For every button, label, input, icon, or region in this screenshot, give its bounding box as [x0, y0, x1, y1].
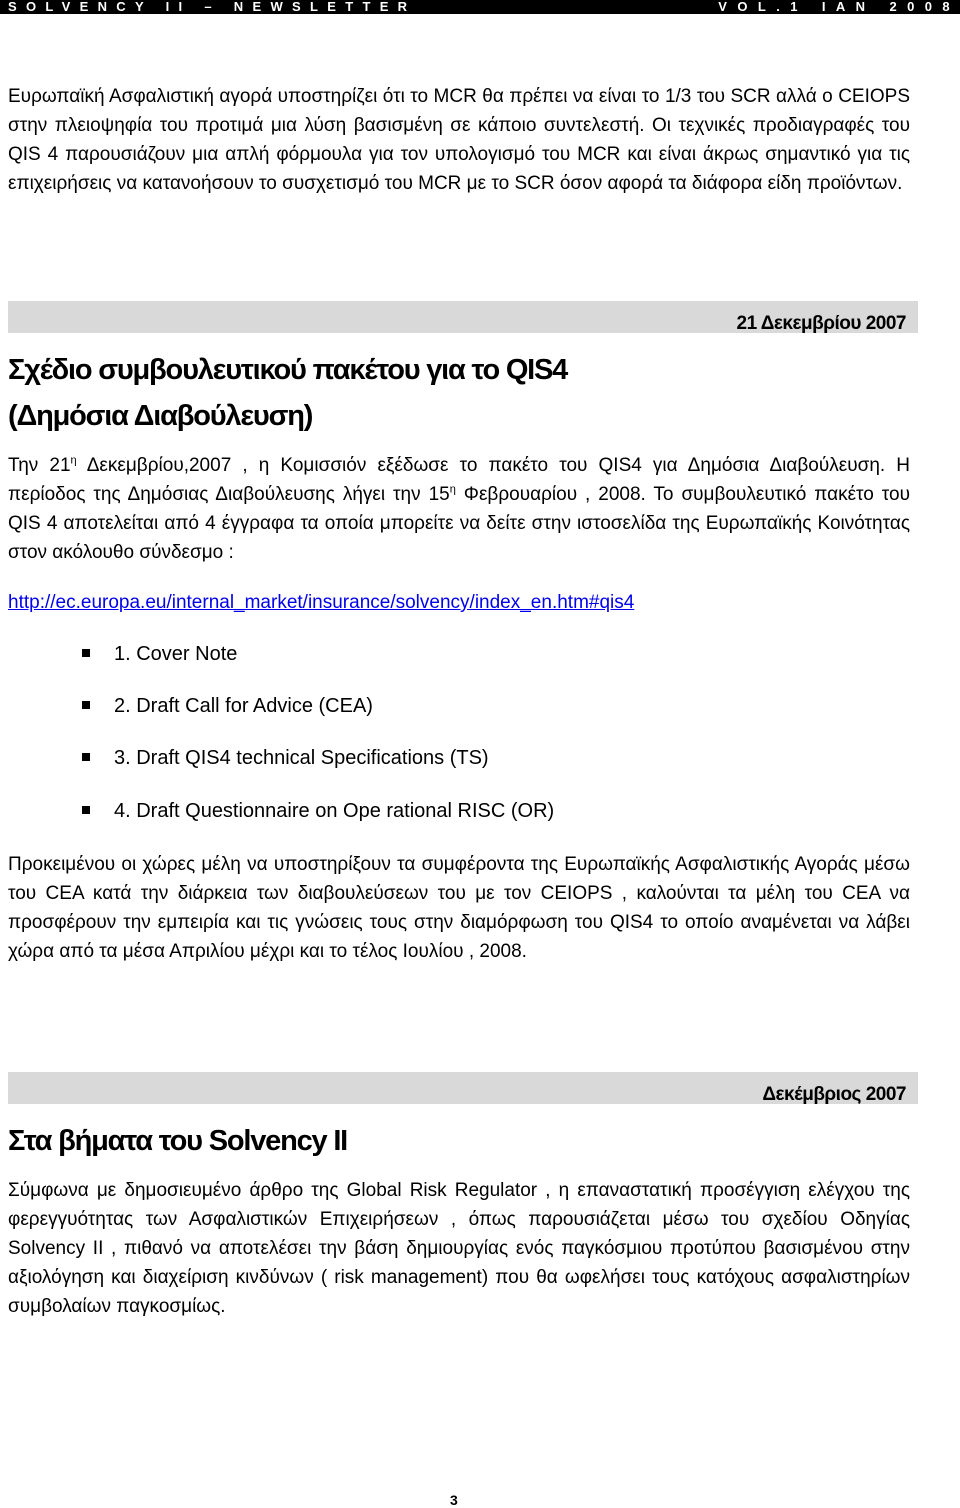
- page-number: 3: [450, 1492, 458, 1508]
- list-item: 4. Draft Questionnaire on Ope rational RISC (OR): [82, 797, 554, 825]
- list-item: 2. Draft Call for Advice (CEA): [82, 692, 373, 720]
- list-item: 1. Cover Note: [82, 640, 237, 668]
- qis4-link[interactable]: http://ec.europa.eu/internal_market/insurance/solvency/index_en.htm#qis4: [8, 592, 635, 613]
- consultation-paragraph: Την $21^\eta$ Δεκεμβρίου,2007 , η Κομισσιόν εξέδωσε το πακέτο του QIS4 για Δημόσια Διαβούλευση. Η περίοδος της Δημόσιας Διαβούλευσης λήγει την $15^\eta$ Φεβρουαρίου , 2008. Το συμβουλευτικό πακέτο του QIS 4 αποτελείται από 4 έγγραφα τα οποία μπορείτε να δείτε στην ιστοσελίδα της Ευρωπαϊκής Κοινότητας στον ακόλουθο σύνδεσμο :: [8, 454, 911, 563]
- cea-paragraph: Προκειμένου οι χώρες μέλη να υποστηρίξουν τα συμφέροντα της Ευρωπαϊκής Ασφαλιστικής Αγοράς μέσω του CEA κατά την διάρκεια των διαβουλεύσεων του με τον CEIOPS , καλούνται τα μέλη του CEA να προσφέρουν την εμπειρία και τις γνώσεις τους στην διαμόρφωση του QIS4 το οποίο αναμένεται να λάβει χώρα από τα μέσα Απριλίου μέχρι και το τέλος Ιουλίου , 2008.: [8, 854, 910, 962]
- section-date: 21 Δεκεμβρίου 2007: [736, 313, 906, 334]
- bullet-icon: [82, 753, 90, 761]
- section-date-band: [8, 301, 918, 333]
- section-title: Στα βήματα του Solvency II: [8, 1125, 348, 1157]
- newsletter-header-bar: [0, 0, 960, 14]
- bullet-icon: [82, 701, 90, 709]
- bullet-icon: [82, 649, 90, 657]
- list-item: 3. Draft QIS4 technical Specifications (TS): [82, 744, 489, 772]
- section-subtitle: (Δημόσια Διαβούλευση): [8, 400, 313, 432]
- volume-issue: VOL.1 IAN 2008: [718, 0, 960, 14]
- newsletter-title: SOLVENCY II – NEWSLETTER: [8, 0, 417, 14]
- section-title: Σχέδιο συμβουλευτικού πακέτου για το QIS4: [8, 354, 568, 386]
- section-date: Δεκέμβριος 2007: [762, 1084, 906, 1105]
- section-date-band: [8, 1072, 918, 1104]
- bullet-icon: [82, 806, 90, 814]
- intro-paragraph: Ευρωπαϊκή Ασφαλιστική αγορά υποστηρίζει ότι το MCR θα πρέπει να είναι το 1/3 του SCR αλλά ο CEIOPS στην πλειοψηφία του προτιμά μια λύση βασισμένη σε κάποιο συντελεστή. Οι τεχνικές προδιαγραφές του QIS 4 παρουσιάζουν μια απλή φόρμουλα για τον υπολογισμό του MCR και είναι άκρως σημαντικό για τις επιχειρήσεις να κατανοήσουν το συσχετισμό του MCR με το SCR όσον αφορά τα διάφορα είδη προϊόντων.: [8, 86, 910, 194]
- solvency-paragraph: Σύμφωνα με δημοσιευμένο άρθρο της Global Risk Regulator , η επαναστατική προσέγγιση ελέγχου της φερεγγυότητας των Ασφαλιστικών Επιχειρήσεων , όπως παρουσιάζεται μέσω του σχεδίου Οδηγίας Solvency II , πιθανό να αποτελέσει την βάση δημιουργίας ενός παγκόσμιου προτύπου βασισμένου στην αξιολόγηση και διαχείριση κινδύνων ( risk management) που θα ωφελήσει τους κατόχους ασφαλιστηρίων συμβολαίων παγκοσμίως.: [8, 1180, 910, 1317]
